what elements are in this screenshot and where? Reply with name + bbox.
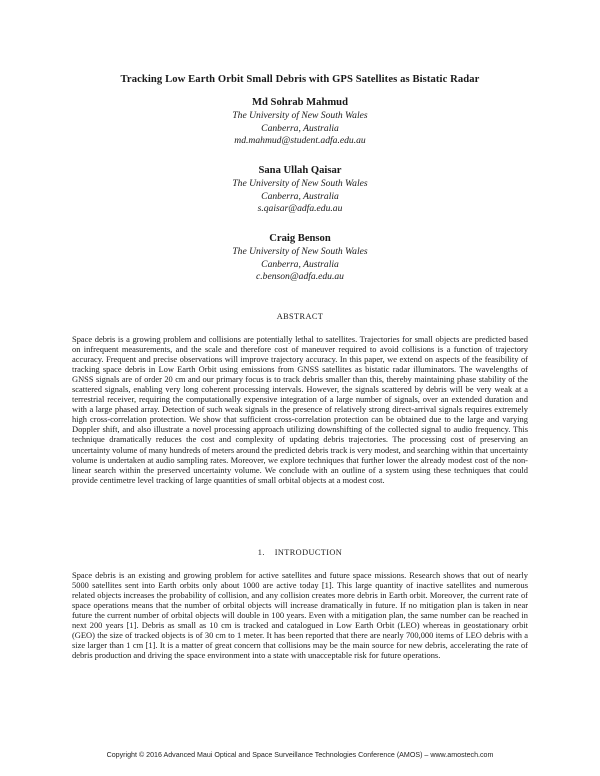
author-block-2 bbox=[0, 164, 600, 216]
author-location: Canberra, Australia bbox=[261, 190, 339, 202]
abstract-text: Space debris is a growing problem and collisions are potentially lethal to satellites. Trajectories for small objects are predicted based on infrequent measurements, and the scale and therefore cost of maneuver required to avoid collisions is a function of trajectory accuracy. Frequent and precise observations will improve trajectory accuracy. In this paper, we extend on aspects of the feasibility of tracking space debris in Low Earth Orbit using emissions from GNSS satellites as bistatic radar illuminators. The wavelengths of GNSS signals are of order 20 cm and our primary focus is to track debris smaller than this, thereby maintaining phase stability of the scattered signals, enabling very long coherent processing intervals. However, the signals scattered by debris will be very weak at a terrestrial receiver, requiring the computationally expensive integration of a large number of signals, over an extended duration and with a large phased array. Detection of such weak signals in the presence of relatively strong direct-arrival signals requires extremely high cross-correlation protection. We show that sufficient cross-correlation protection can be obtained due to the large and varying Doppler shift, and also illustrate a novel processing approach utilizing downshifting of the collected signal to audio frequency. This technique dramatically reduces the cost and complexity of updating debris trajectories. The processing cost of preserving an uncertainty volume of many hundreds of meters around the predicted debris track is very modest, and searching within that uncertainty volume is undertaken at audio sampling rates. Moreover, we explore techniques that further lower the already modest cost of the non-linear search within the preserved uncertainty volume. We conclude with an outline of a system using these techniques that could provide centimetre level tracking of large quantities of small orbital objects at a modest cost. bbox=[72, 334, 528, 485]
author-location: Canberra, Australia bbox=[261, 122, 339, 134]
author-name: Md Sohrab Mahmud bbox=[252, 97, 348, 108]
introduction-heading: 1. INTRODUCTION bbox=[257, 548, 343, 557]
author-name: Craig Benson bbox=[269, 233, 331, 244]
author-block-3 bbox=[0, 232, 600, 284]
author-email: s.qaisar@adfa.edu.au bbox=[257, 203, 343, 215]
author-name: Sana Ullah Qaisar bbox=[258, 165, 342, 176]
author-email: md.mahmud@student.adfa.edu.au bbox=[234, 135, 366, 147]
introduction-text: Space debris is an existing and growing problem for active satellites and future space missions. Research shows that out of nearly 5000 satellites sent into Earth orbits only about 1000 are active today [1]. This large quantity of inactive satellites and numerous related objects increases the probability of collision, and any collision creates more debris in Earth orbit. Moreover, the current rate of space operations means that the number of orbital objects will increase dramatically in future. If no mitigation plan is taken in near future the current number of orbital objects will double in 100 years. Even with a mitigation plan, the same number can be reached in next 200 years [1]. Debris as small as 10 cm is tracked and catalogued in Low Earth Orbit (LEO) whereas in geostationary orbit (GEO) the size of tracked objects is of 30 cm to 1 meter. It has been reported that there are nearly 700,000 items of LEO debris with a size larger than 1 cm [1]. It is a matter of great concern that collisions may be the main source for new debris, accelerating the rate of debris production and driving the space environment into a state with unacceptable risk for future operations. bbox=[72, 570, 528, 661]
abstract-heading: ABSTRACT bbox=[276, 312, 324, 321]
author-location: Canberra, Australia bbox=[261, 258, 339, 270]
author-institution: The University of New South Wales bbox=[232, 246, 368, 257]
author-block-1 bbox=[0, 96, 600, 148]
author-email: c.benson@adfa.edu.au bbox=[256, 271, 344, 283]
author-institution: The University of New South Wales bbox=[232, 178, 368, 189]
author-institution: The University of New South Wales bbox=[232, 110, 368, 121]
paper-title: Tracking Low Earth Orbit Small Debris with GPS Satellites as Bistatic Radar bbox=[120, 74, 480, 85]
page-footer: Copyright © 2016 Advanced Maui Optical and Space Surveillance Technologies Conference (AMOS) – www.amostech.com bbox=[106, 751, 494, 759]
